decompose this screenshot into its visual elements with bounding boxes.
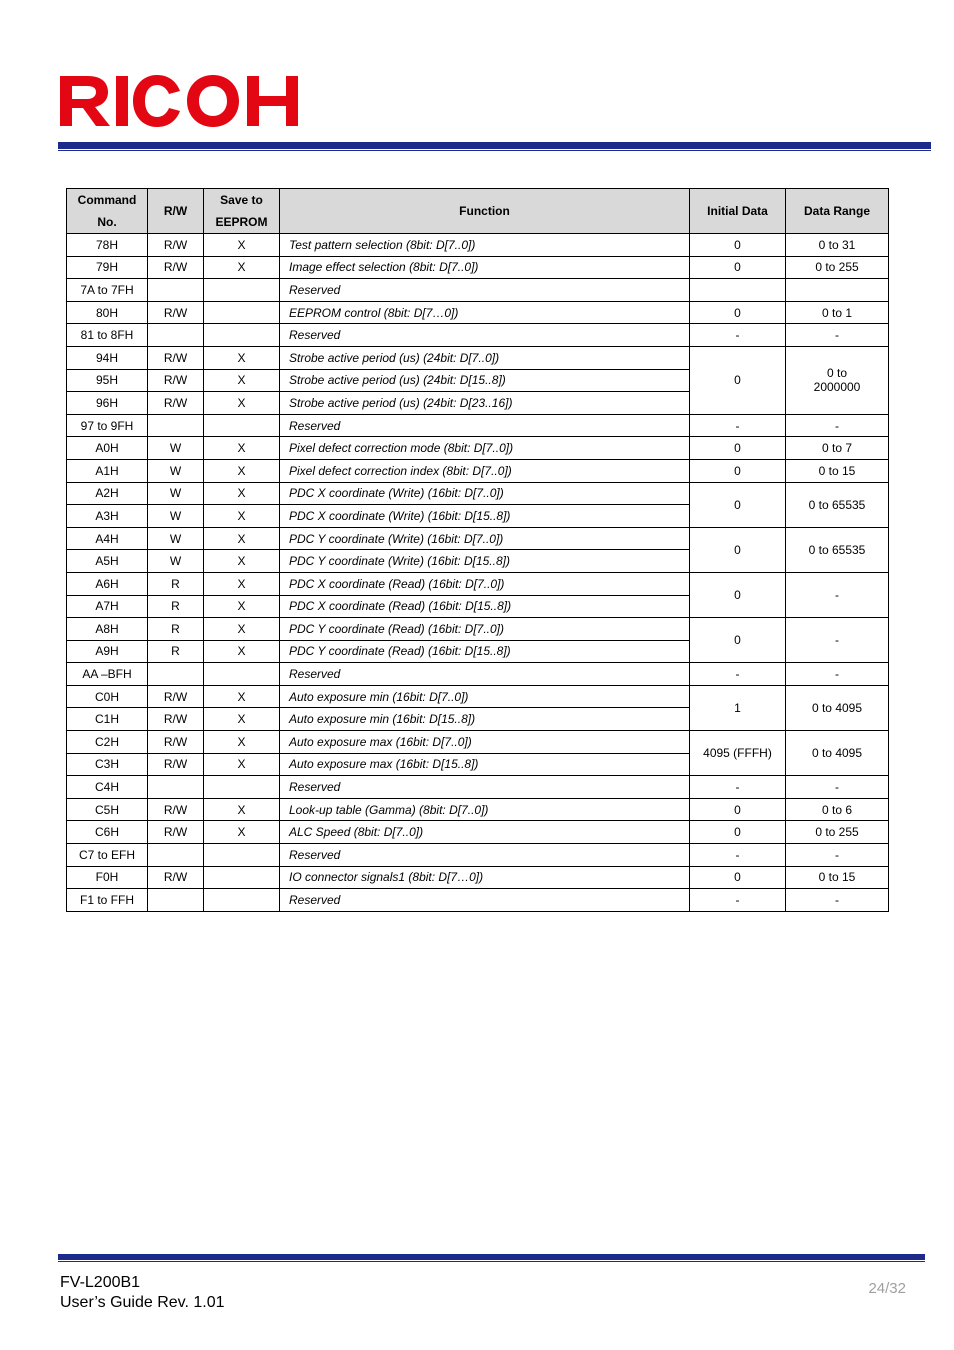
table-row xyxy=(67,301,889,324)
cell-command: C0H xyxy=(67,685,148,708)
table-row xyxy=(67,346,889,369)
cell-range: 0 to 4095 xyxy=(786,731,889,776)
cell-rw: W xyxy=(148,505,204,528)
table-row xyxy=(67,776,889,799)
cell-save: X xyxy=(204,437,280,460)
cell-function: PDC X coordinate (Read) (16bit: D[15..8]) xyxy=(280,595,690,618)
cell-command: 78H xyxy=(67,234,148,257)
cell-range: - xyxy=(786,844,889,867)
cell-rw: R xyxy=(148,640,204,663)
cell-save: X xyxy=(204,234,280,257)
cell-initial: 0 xyxy=(690,572,786,617)
cell-range: 0 to 7 xyxy=(786,437,889,460)
cell-function: Auto exposure min (16bit: D[7..0]) xyxy=(280,685,690,708)
cell-rw: R xyxy=(148,618,204,641)
cell-initial: - xyxy=(690,889,786,912)
cell-save: X xyxy=(204,482,280,505)
cell-initial: 4095 (FFFH) xyxy=(690,731,786,776)
cell-function: Reserved xyxy=(280,663,690,686)
cell-save: X xyxy=(204,753,280,776)
cell-function: Test pattern selection (8bit: D[7..0]) xyxy=(280,234,690,257)
cell-save: X xyxy=(204,708,280,731)
cell-range: 0 to 31 xyxy=(786,234,889,257)
cell-rw: R/W xyxy=(148,708,204,731)
cell-function: ALC Speed (8bit: D[7..0]) xyxy=(280,821,690,844)
col-header-save: Save to EEPROM xyxy=(204,189,280,234)
cell-rw: W xyxy=(148,527,204,550)
table-row xyxy=(67,866,889,889)
cell-command: A8H xyxy=(67,618,148,641)
cell-initial: 0 xyxy=(690,346,786,414)
cell-range: 0 to 65535 xyxy=(786,482,889,527)
cell-initial: 0 xyxy=(690,821,786,844)
cell-function: Auto exposure max (16bit: D[7..0]) xyxy=(280,731,690,754)
cell-rw: R xyxy=(148,572,204,595)
cell-command: A1H xyxy=(67,459,148,482)
cell-initial: 0 xyxy=(690,437,786,460)
cell-range xyxy=(786,279,889,302)
cell-function: Reserved xyxy=(280,889,690,912)
cell-function: Reserved xyxy=(280,279,690,302)
cell-function: Strobe active period (us) (24bit: D[7..0]) xyxy=(280,346,690,369)
cell-range: 0 to 2000000 xyxy=(786,346,889,414)
cell-command: 95H xyxy=(67,369,148,392)
cell-initial: - xyxy=(690,844,786,867)
cell-save xyxy=(204,776,280,799)
cell-rw: R/W xyxy=(148,798,204,821)
cell-rw xyxy=(148,663,204,686)
cell-save: X xyxy=(204,369,280,392)
cell-function: IO connector signals1 (8bit: D[7…0]) xyxy=(280,866,690,889)
cell-range: 0 to 15 xyxy=(786,866,889,889)
cell-function: Reserved xyxy=(280,776,690,799)
cell-save: X xyxy=(204,821,280,844)
cell-save: X xyxy=(204,731,280,754)
cell-save: X xyxy=(204,550,280,573)
cell-function: Strobe active period (us) (24bit: D[15..8]) xyxy=(280,369,690,392)
cell-rw xyxy=(148,324,204,347)
col-header-rw: R/W xyxy=(148,189,204,234)
table-row xyxy=(67,618,889,641)
cell-range: - xyxy=(786,414,889,437)
cell-initial: 0 xyxy=(690,482,786,527)
cell-command: A2H xyxy=(67,482,148,505)
cell-save: X xyxy=(204,685,280,708)
footer-guide-revision: User’s Guide Rev. 1.01 xyxy=(60,1294,225,1311)
cell-function: Look-up table (Gamma) (8bit: D[7..0]) xyxy=(280,798,690,821)
cell-command: C2H xyxy=(67,731,148,754)
cell-command: F0H xyxy=(67,866,148,889)
cell-rw xyxy=(148,414,204,437)
cell-command: C6H xyxy=(67,821,148,844)
cell-initial: - xyxy=(690,663,786,686)
cell-save: X xyxy=(204,595,280,618)
cell-function: PDC X coordinate (Write) (16bit: D[15..8]) xyxy=(280,505,690,528)
cell-rw: R/W xyxy=(148,685,204,708)
cell-rw: W xyxy=(148,459,204,482)
cell-rw: W xyxy=(148,437,204,460)
cell-initial: - xyxy=(690,324,786,347)
footer-model-name: FV-L200B1 xyxy=(60,1274,141,1291)
cell-save xyxy=(204,301,280,324)
cell-function: Reserved xyxy=(280,324,690,347)
cell-function: Auto exposure max (16bit: D[15..8]) xyxy=(280,753,690,776)
cell-command: F1 to FFH xyxy=(67,889,148,912)
col-header-range: Data Range xyxy=(786,189,889,234)
cell-range: 0 to 4095 xyxy=(786,685,889,730)
table-row xyxy=(67,234,889,257)
table-row xyxy=(67,821,889,844)
cell-function: PDC X coordinate (Write) (16bit: D[7..0]) xyxy=(280,482,690,505)
cell-rw: R/W xyxy=(148,301,204,324)
cell-save: X xyxy=(204,640,280,663)
cell-save xyxy=(204,324,280,347)
table-row xyxy=(67,572,889,595)
cell-save: X xyxy=(204,392,280,415)
cell-command: A0H xyxy=(67,437,148,460)
cell-rw: R/W xyxy=(148,392,204,415)
cell-initial: 0 xyxy=(690,301,786,324)
cell-rw: R/W xyxy=(148,369,204,392)
cell-save xyxy=(204,414,280,437)
table-row xyxy=(67,482,889,505)
cell-command: A9H xyxy=(67,640,148,663)
cell-initial: - xyxy=(690,414,786,437)
cell-function: PDC X coordinate (Read) (16bit: D[7..0]) xyxy=(280,572,690,595)
cell-initial: 0 xyxy=(690,618,786,663)
cell-initial: 0 xyxy=(690,234,786,257)
cell-rw: W xyxy=(148,482,204,505)
cell-rw: R/W xyxy=(148,866,204,889)
table-row xyxy=(67,663,889,686)
ricoh-logo xyxy=(58,72,303,130)
cell-range: 0 to 15 xyxy=(786,459,889,482)
cell-function: Reserved xyxy=(280,844,690,867)
cell-save: X xyxy=(204,798,280,821)
cell-function: Pixel defect correction mode (8bit: D[7..0]) xyxy=(280,437,690,460)
cell-rw: R/W xyxy=(148,753,204,776)
table-row xyxy=(67,685,889,708)
register-table xyxy=(66,188,889,912)
cell-function: PDC Y coordinate (Write) (16bit: D[7..0]) xyxy=(280,527,690,550)
table-row xyxy=(67,844,889,867)
cell-save xyxy=(204,866,280,889)
cell-command: AA –BFH xyxy=(67,663,148,686)
cell-range: 0 to 255 xyxy=(786,821,889,844)
cell-save xyxy=(204,889,280,912)
header-rule xyxy=(58,142,931,149)
cell-command: 80H xyxy=(67,301,148,324)
cell-rw: W xyxy=(148,550,204,573)
col-header-function: Function xyxy=(280,189,690,234)
cell-command: A3H xyxy=(67,505,148,528)
page-number: 24/32 xyxy=(868,1280,906,1297)
table-row xyxy=(67,889,889,912)
cell-command: C5H xyxy=(67,798,148,821)
cell-rw: R/W xyxy=(148,821,204,844)
cell-command: 94H xyxy=(67,346,148,369)
cell-command: 81 to 8FH xyxy=(67,324,148,347)
cell-function: Reserved xyxy=(280,414,690,437)
table-row xyxy=(67,731,889,754)
table-row xyxy=(67,437,889,460)
cell-command: C4H xyxy=(67,776,148,799)
cell-command: C3H xyxy=(67,753,148,776)
cell-save: X xyxy=(204,505,280,528)
cell-initial: 1 xyxy=(690,685,786,730)
cell-range: - xyxy=(786,324,889,347)
cell-function: Pixel defect correction index (8bit: D[7..0]) xyxy=(280,459,690,482)
cell-rw: R/W xyxy=(148,256,204,279)
cell-rw: R/W xyxy=(148,234,204,257)
table-row xyxy=(67,279,889,302)
cell-function: Auto exposure min (16bit: D[15..8]) xyxy=(280,708,690,731)
table-row xyxy=(67,324,889,347)
cell-function: Image effect selection (8bit: D[7..0]) xyxy=(280,256,690,279)
cell-command: A5H xyxy=(67,550,148,573)
cell-function: PDC Y coordinate (Write) (16bit: D[15..8]) xyxy=(280,550,690,573)
cell-function: PDC Y coordinate (Read) (16bit: D[15..8]) xyxy=(280,640,690,663)
cell-initial: 0 xyxy=(690,256,786,279)
cell-range: - xyxy=(786,572,889,617)
table-row xyxy=(67,459,889,482)
cell-command: A4H xyxy=(67,527,148,550)
cell-rw: R xyxy=(148,595,204,618)
cell-save: X xyxy=(204,618,280,641)
cell-save: X xyxy=(204,527,280,550)
cell-range: 0 to 1 xyxy=(786,301,889,324)
footer-doc-info xyxy=(60,1273,225,1313)
cell-initial: 0 xyxy=(690,798,786,821)
cell-command: A7H xyxy=(67,595,148,618)
cell-save xyxy=(204,844,280,867)
cell-range: - xyxy=(786,618,889,663)
table-row xyxy=(67,527,889,550)
cell-rw xyxy=(148,889,204,912)
cell-range: 0 to 6 xyxy=(786,798,889,821)
table-row xyxy=(67,414,889,437)
cell-command: 79H xyxy=(67,256,148,279)
cell-save xyxy=(204,663,280,686)
cell-range: - xyxy=(786,663,889,686)
cell-save: X xyxy=(204,572,280,595)
cell-command: 96H xyxy=(67,392,148,415)
cell-save: X xyxy=(204,346,280,369)
cell-rw xyxy=(148,776,204,799)
cell-initial: 0 xyxy=(690,527,786,572)
table-row xyxy=(67,256,889,279)
cell-range: 0 to 65535 xyxy=(786,527,889,572)
cell-function: PDC Y coordinate (Read) (16bit: D[7..0]) xyxy=(280,618,690,641)
cell-command: 97 to 9FH xyxy=(67,414,148,437)
cell-initial: 0 xyxy=(690,866,786,889)
table-header-row xyxy=(67,189,889,234)
cell-rw xyxy=(148,279,204,302)
cell-rw xyxy=(148,844,204,867)
footer-rule xyxy=(58,1254,925,1260)
col-header-command: Command No. xyxy=(67,189,148,234)
cell-command: 7A to 7FH xyxy=(67,279,148,302)
cell-range: - xyxy=(786,889,889,912)
cell-initial: - xyxy=(690,776,786,799)
cell-save xyxy=(204,279,280,302)
cell-command: C1H xyxy=(67,708,148,731)
cell-initial: 0 xyxy=(690,459,786,482)
cell-command: C7 to EFH xyxy=(67,844,148,867)
col-header-initial: Initial Data xyxy=(690,189,786,234)
cell-command: A6H xyxy=(67,572,148,595)
cell-range: - xyxy=(786,776,889,799)
cell-function: EEPROM control (8bit: D[7…0]) xyxy=(280,301,690,324)
cell-save: X xyxy=(204,256,280,279)
cell-save: X xyxy=(204,459,280,482)
cell-function: Strobe active period (us) (24bit: D[23..16]) xyxy=(280,392,690,415)
cell-range: 0 to 255 xyxy=(786,256,889,279)
table-row xyxy=(67,798,889,821)
cell-rw: R/W xyxy=(148,731,204,754)
cell-initial xyxy=(690,279,786,302)
cell-rw: R/W xyxy=(148,346,204,369)
